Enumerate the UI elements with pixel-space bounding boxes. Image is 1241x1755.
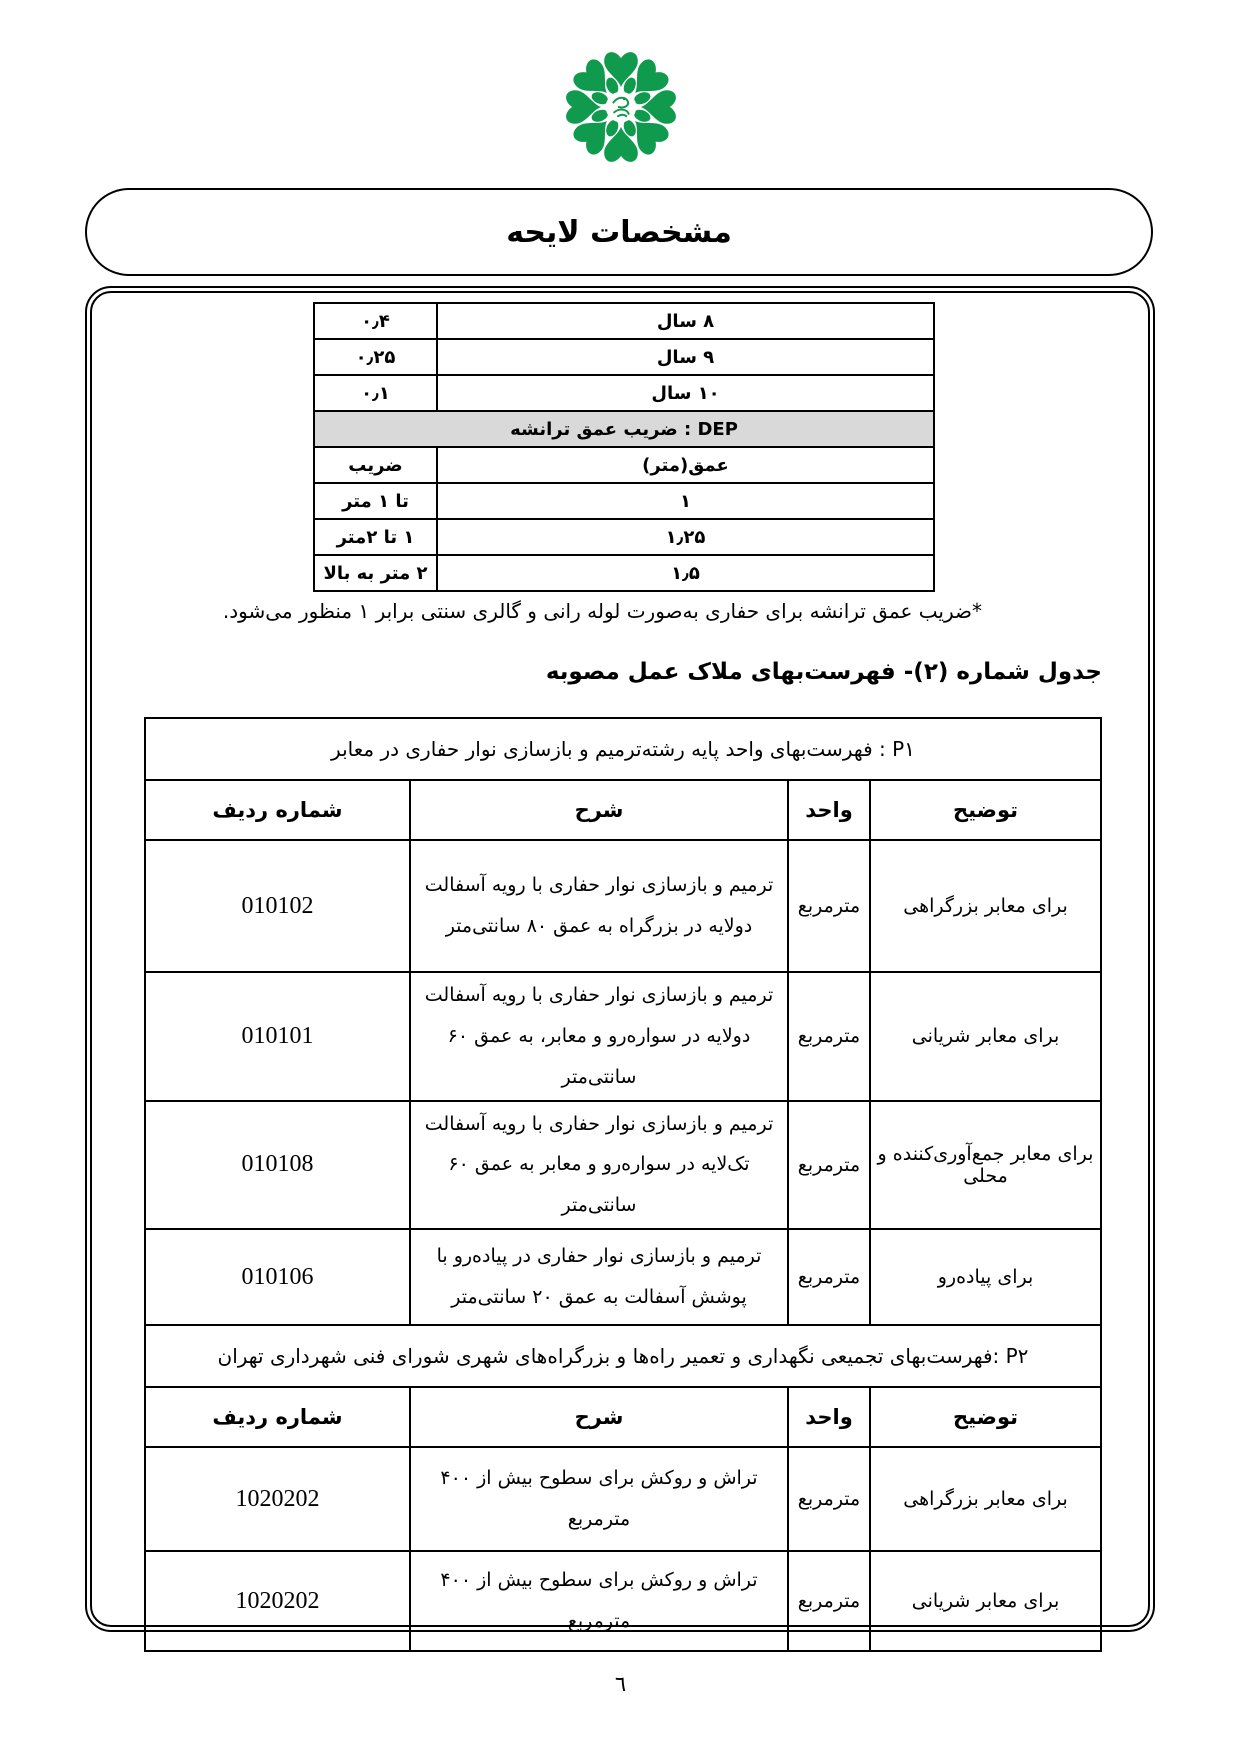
- column-header-note: توضیح: [870, 780, 1101, 840]
- column-header-unit: واحد: [788, 1387, 870, 1447]
- coefficient-value-cell: ۱٫۲۵: [437, 519, 934, 555]
- document-title-box: [85, 188, 1153, 276]
- unit-cell: مترمربع: [788, 1101, 870, 1230]
- note-cell: برای معابر شریانی: [870, 1551, 1101, 1651]
- content-frame-outer: [85, 286, 1155, 1632]
- depth-range-cell: ۲ متر به بالا: [314, 555, 437, 591]
- depth-range-cell: ۱ تا ۲متر: [314, 519, 437, 555]
- content-frame-inner: [90, 291, 1150, 1633]
- dep-section-header-cell: DEP : ضریب عمق ترانشه: [314, 411, 934, 447]
- section-p1-band-row: [145, 718, 1101, 780]
- dep-section-header-row: [314, 411, 934, 447]
- coefficient-value-cell: ۰٫۲۵: [314, 339, 437, 375]
- depth-range-cell: تا ۱ متر: [314, 483, 437, 519]
- coefficient-value-cell: ۰٫۱: [314, 375, 437, 411]
- table-row: [314, 483, 934, 519]
- description-cell: ترمیم و بازسازی نوار حفاری با رویه آسفالت دولایه در بزرگراه به عمق ۸۰ سانتی‌متر: [410, 840, 788, 972]
- column-header-note: توضیح: [870, 1387, 1101, 1447]
- table-row: [145, 1447, 1101, 1551]
- table-row: [145, 840, 1101, 972]
- page-title: مشخصات لایحه: [506, 214, 732, 250]
- unit-cell: مترمربع: [788, 840, 870, 972]
- description-cell: ترمیم و بازسازی نوار حفاری با رویه آسفالت تک‌لایه در سواره‌رو و معابر به عمق ۶۰ سانتی‌متر: [410, 1101, 788, 1230]
- table-row: [145, 1229, 1101, 1325]
- column-header-desc: شرح: [410, 780, 788, 840]
- approved-price-lists-table: [144, 717, 1102, 1652]
- section-p1-band-cell: P۱ : فهرست‌بهای واحد پایه رشته‌ترمیم و بازسازی نوار حفاری در معابر: [145, 718, 1101, 780]
- column-header-unit: واحد: [788, 780, 870, 840]
- depth-header-cell: عمق(متر): [437, 447, 934, 483]
- table-row: [314, 375, 934, 411]
- table-row: [314, 339, 934, 375]
- coefficient-header-cell: ضریب: [314, 447, 437, 483]
- depth-coefficient-table: [313, 302, 935, 592]
- table-row: [145, 1101, 1101, 1230]
- coefficient-value-cell: ۱: [437, 483, 934, 519]
- row-code-cell: 010108: [145, 1101, 410, 1230]
- table2-title: جدول شماره (۲)- فهرست‌بهای ملاک عمل مصوبه: [545, 659, 1102, 685]
- tehran-municipality-logo-icon: [566, 52, 676, 162]
- year-label-cell: ۸ سال: [437, 303, 934, 339]
- unit-cell: مترمربع: [788, 1551, 870, 1651]
- coefficient-value-cell: ۱٫۵: [437, 555, 934, 591]
- column-header-row: [145, 1387, 1101, 1447]
- description-cell: تراش و روکش برای سطوح بیش از ۴۰۰ مترمربع: [410, 1447, 788, 1551]
- row-code-cell: 1020202: [145, 1447, 410, 1551]
- row-code-cell: 010101: [145, 972, 410, 1101]
- unit-cell: مترمربع: [788, 1447, 870, 1551]
- section-p2-band-cell: P۲ :فهرست‌بهای تجمیعی نگهداری و تعمیر راه‌ها و بزرگراه‌های شهری شورای فنی شهرداری تهران: [145, 1325, 1101, 1387]
- table-row: [314, 303, 934, 339]
- table-row: [314, 555, 934, 591]
- table-row: [145, 972, 1101, 1101]
- table-row: [314, 519, 934, 555]
- row-code-cell: 010106: [145, 1229, 410, 1325]
- page-number: ٦: [614, 1672, 627, 1696]
- row-code-cell: 010102: [145, 840, 410, 972]
- trench-depth-footnote: *ضریب عمق ترانشه برای حفاری به‌صورت لوله رانی و گالری سنتی برابر ۱ منظور می‌شود.: [222, 599, 982, 623]
- note-cell: برای معابر شریانی: [870, 972, 1101, 1101]
- unit-cell: مترمربع: [788, 1229, 870, 1325]
- table-row: [314, 447, 934, 483]
- column-header-desc: شرح: [410, 1387, 788, 1447]
- note-cell: برای پیاده‌رو: [870, 1229, 1101, 1325]
- year-label-cell: ۱۰ سال: [437, 375, 934, 411]
- note-cell: برای معابر بزرگراهی: [870, 840, 1101, 972]
- coefficient-value-cell: ۰٫۴: [314, 303, 437, 339]
- table-row: [145, 1551, 1101, 1651]
- description-cell: تراش و روکش برای سطوح بیش از ۴۰۰ مترمربع: [410, 1551, 788, 1651]
- column-header-row: [145, 780, 1101, 840]
- year-label-cell: ۹ سال: [437, 339, 934, 375]
- tehran-municipality-logo: [566, 52, 676, 166]
- row-code-cell: 1020202: [145, 1551, 410, 1651]
- note-cell: برای معابر جمع‌آوری‌کننده و محلی: [870, 1101, 1101, 1230]
- column-header-code: شماره ردیف: [145, 1387, 410, 1447]
- description-cell: ترمیم و بازسازی نوار حفاری با رویه آسفالت دولایه در سواره‌رو و معابر، به عمق ۶۰ سانتی‌متر: [410, 972, 788, 1101]
- section-p2-band-row: [145, 1325, 1101, 1387]
- column-header-code: شماره ردیف: [145, 780, 410, 840]
- description-cell: ترمیم و بازسازی نوار حفاری در پیاده‌رو با پوشش آسفالت به عمق ۲۰ سانتی‌متر: [410, 1229, 788, 1325]
- note-cell: برای معابر بزرگراهی: [870, 1447, 1101, 1551]
- unit-cell: مترمربع: [788, 972, 870, 1101]
